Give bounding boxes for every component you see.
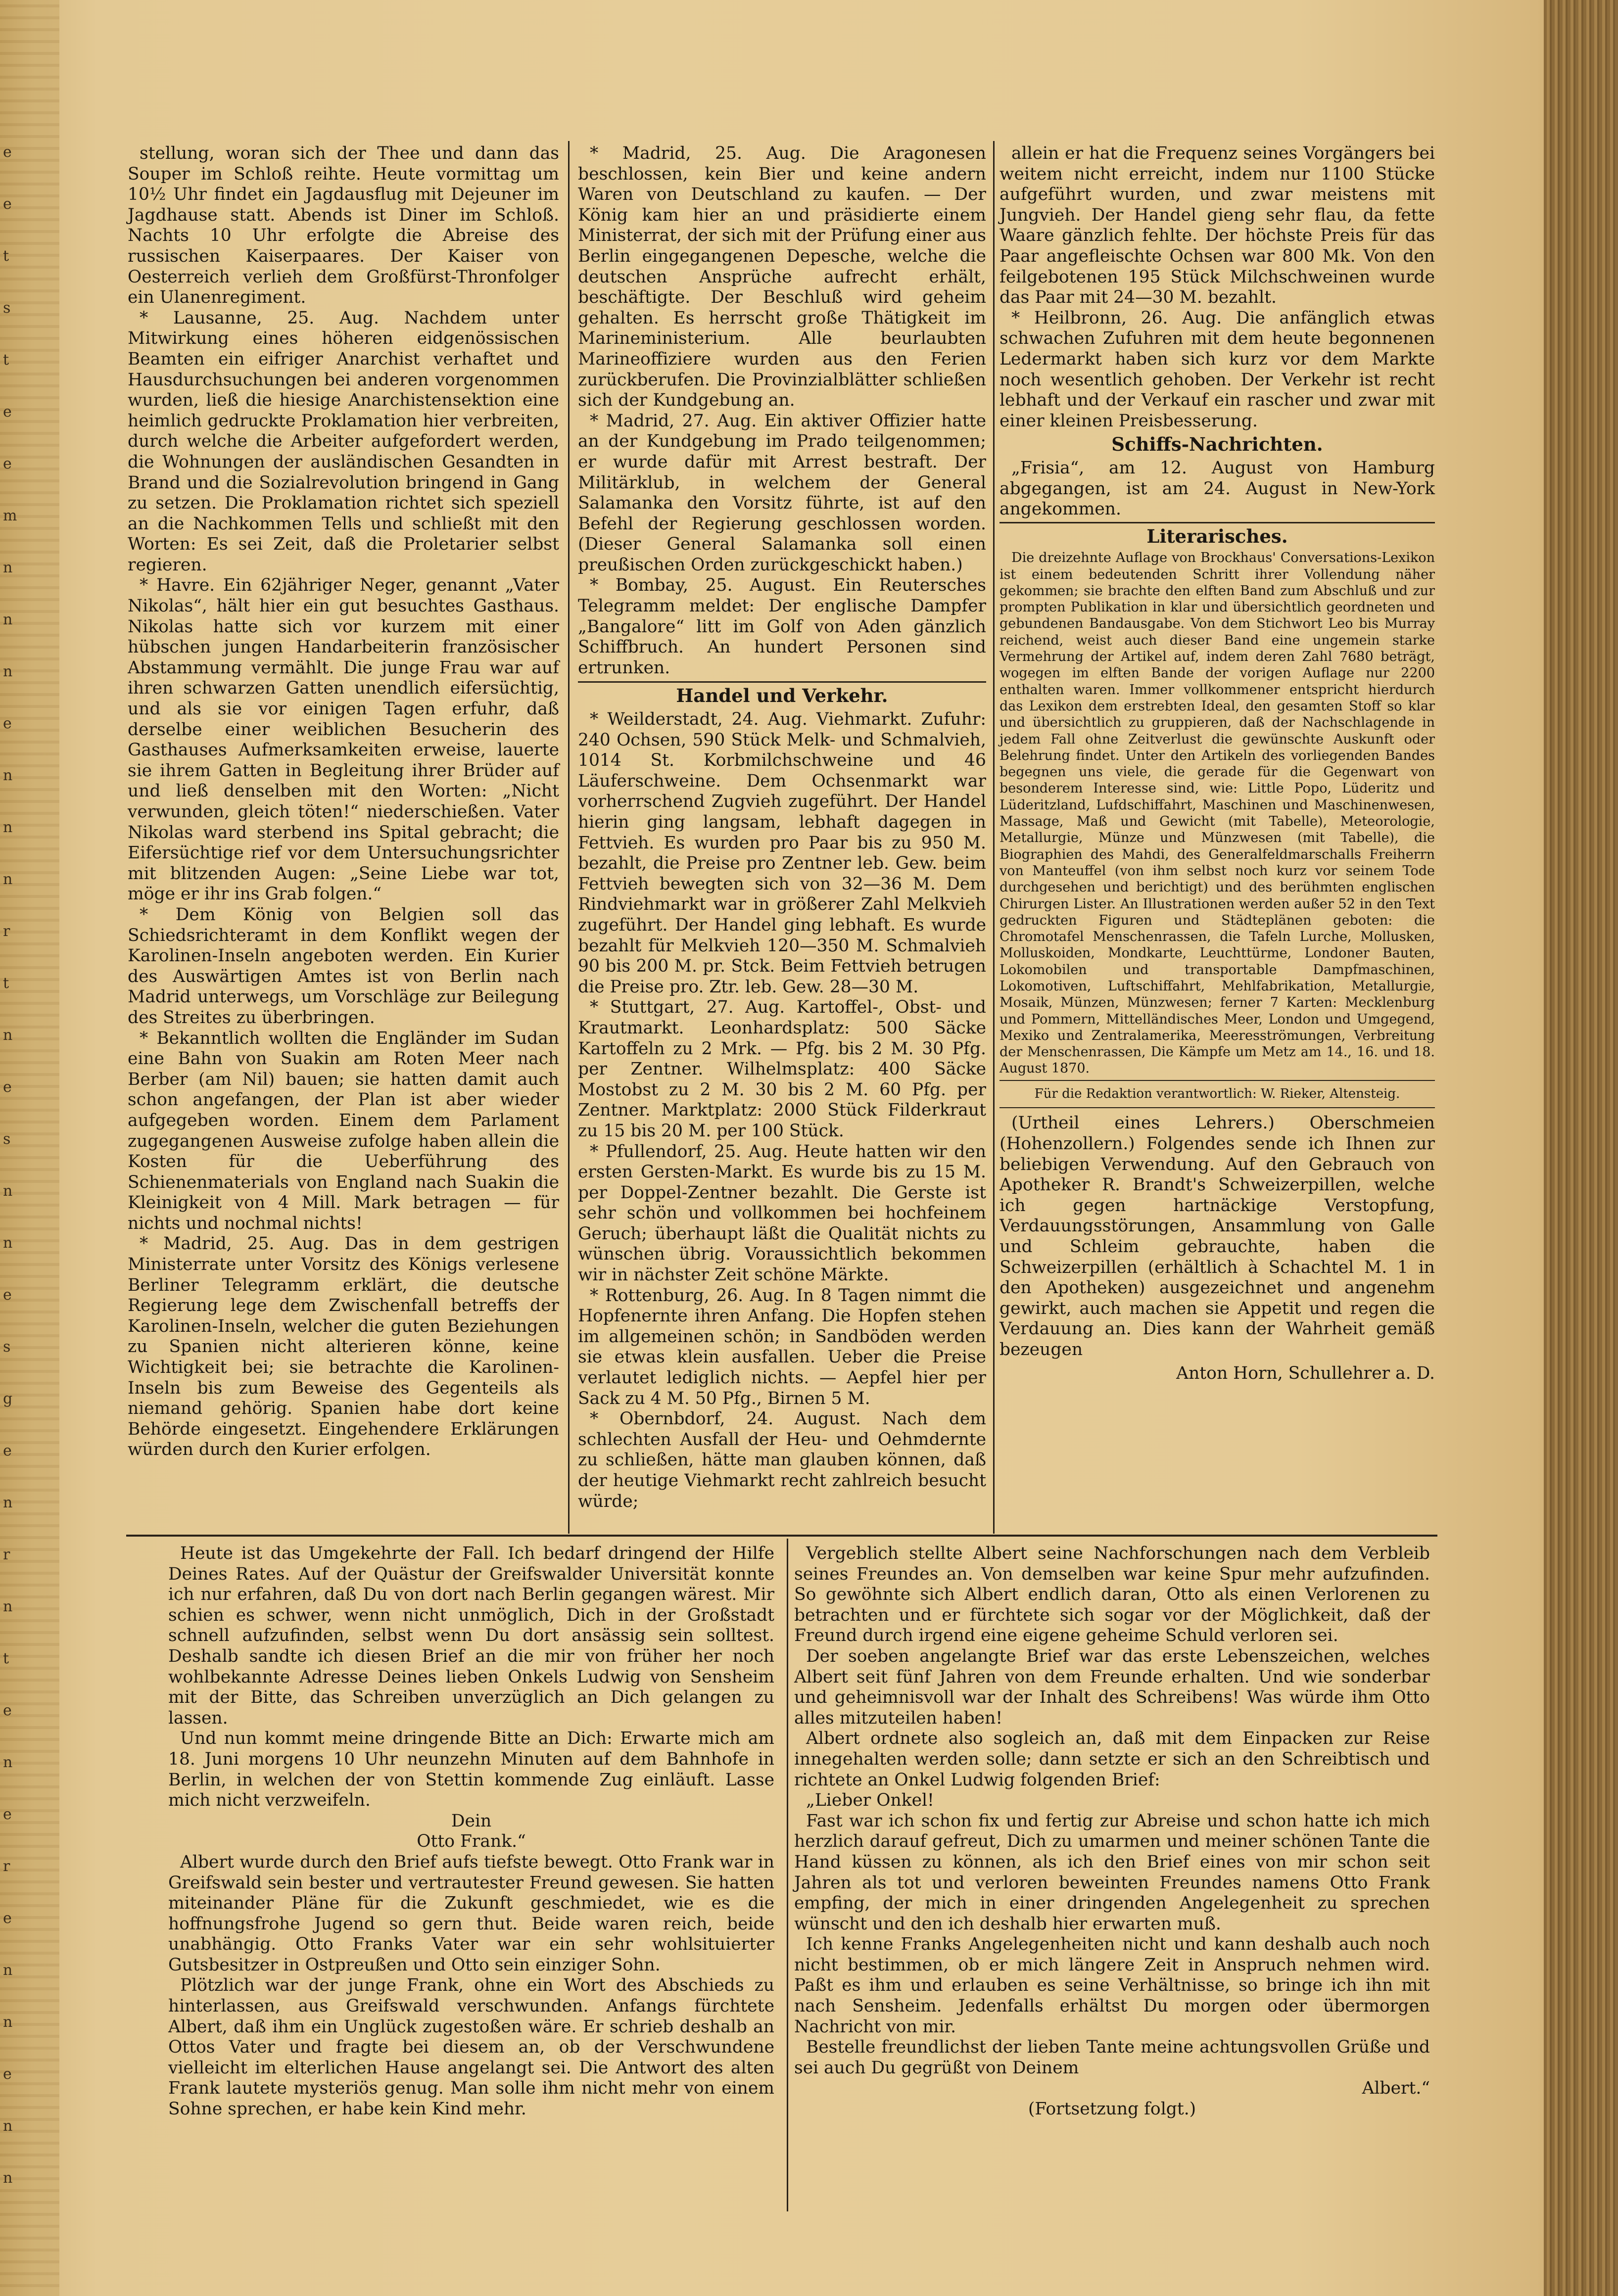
binding-margin-letter: e (3, 1806, 12, 1823)
binding-margin-letter: n (3, 1598, 13, 1615)
binding-margin-letter: e (3, 455, 12, 472)
binding-margin-letter: n (3, 2117, 13, 2135)
binding-margin-letter: n (3, 871, 13, 888)
article-paragraph: * Heilbronn, 26. Aug. Die anfänglich etwas schwachen Zufuhren mit dem heute begonnenen Ledermarkt haben sich kurz vor dem Markte noch wesentlich gehoben. Der Verkehr ist recht lebhaft und der Verkauf ein rascher und zwar mit einer kleinen Preisbesserung. (999, 308, 1435, 431)
column-1 (128, 143, 559, 1460)
column-rule-feuilleton (787, 1539, 788, 2211)
article-paragraph: * Madrid, 25. Aug. Die Aragonesen beschlossen, kein Bier und keine andern Waren von Deutschland zu kaufen. — Der König kam hier an und präsidierte einem Ministerrat, der sich mit der Prüfung einer aus Berlin eingegangenen Depesche, welche die deutschen Ansprüche aufrecht erhält, beschäftigte. Der Beschluß wird geheim gehalten. Es herrscht große Thätigkeit im Marineministerium. Alle beurlaubten Marineoffiziere wurden aus den Ferien zurückberufen. Die Provinzialblätter schließen sich der Kundgebung an. (578, 143, 986, 411)
advertisement-signature: Anton Horn, Schullehrer a. D. (1176, 1363, 1435, 1383)
story-paragraph: Plötzlich war der junge Frank, ohne ein Wort des Abschieds zu hinterlassen, aus Greifswald verschwunden. Anfangs fürchtete Albert, daß ihm ein Unglück zugestoßen wäre. Er schrieb deshalb an Ottos Vater und fragte bei diesem an, ob der Verschwundene vielleicht im elterlichen Hause angelangt sei. Die Antwort des alten Frank lautete mysteriös genug. Man solle ihm nicht mehr von einem Sohne sprechen, er habe kein Kind mehr. (168, 1975, 774, 2119)
article-paragraph: stellung, woran sich der Thee und dann das Souper im Schloß reihte. Heute vormittag um 10½ Uhr findet ein Jagdausflug mit Dejeuner im Jagdhause statt. Abends ist Diner im Schloß. Nachts 10 Uhr erfolgte die Abreise des russischen Kaiserpaares. Der Kaiser von Oesterreich verlieh dem Großfürst-Thronfolger ein Ulanenregiment. (128, 143, 559, 308)
letter-closing: Dein (451, 1811, 492, 1831)
binding-gutter (0, 0, 59, 2296)
section-rule (999, 1107, 1435, 1108)
binding-margin-letter: r (3, 1858, 10, 1875)
binding-margin-letter: e (3, 1442, 12, 1459)
article-paragraph: * Weilderstadt, 24. Aug. Viehmarkt. Zufuhr: 240 Ochsen, 590 Stück Melk- und Schmalvieh, 1014 St. Korbmilchschweine und 46 Läuferschweine. Dem Ochsenmarkt war vorherrschend Zugvieh zugeführt. Der Handel hierin ging langsam, lebhaft dagegen in Fettvieh. Es wurden pro Paar bis zu 950 M. bezahlt, die Preise pro Zentner leb. Gew. beim Fettvieh bewegten sich von 32—36 M. Dem Rindviehmarkt war in größerer Zahl Melkvieh zugeführt. Der Handel ging lebhaft. Es wurde bezahlt für Melkvieh 120—350 M. Schmalvieh 90 bis 200 M. pr. Stck. Beim Fettvieh betrugen die Preise pro. Ztr. leb. Gew. 28—30 M. (578, 709, 986, 997)
story-paragraph: Bestelle freundlichst der lieben Tante meine achtungsvollen Grüße und sei auch Du gegrüßt von Deinem (794, 2037, 1430, 2078)
feuilleton-divider (126, 1535, 1437, 1537)
section-heading-ships: Schiffs-Nachrichten. (1111, 433, 1323, 456)
letter-signature: Albert.“ (1362, 2078, 1430, 2099)
binding-margin-letter: t (3, 247, 9, 265)
binding-margin-letter: e (3, 1286, 12, 1304)
binding-margin-letter: s (3, 299, 11, 317)
binding-margin-letter: n (3, 1962, 13, 1979)
binding-margin-letter: e (3, 1078, 12, 1096)
story-paragraph: Und nun kommt meine dringende Bitte an Dich: Erwarte mich am 18. Juni morgens 10 Uhr neunzehn Minuten auf dem Bahnhofe in Berlin, in welchen der von Stettin kommende Zug einläuft. Lasse mich nicht verzweifeln. (168, 1729, 774, 1811)
literary-paragraph: Die dreizehnte Auflage von Brockhaus' Conversations-Lexikon ist einem bedeutenden Schritt ihrer Vollendung näher gekommen; sie brachte den elften Band zum Abschluß und zur prompten Publikation in klar und übersichtlich geordneten und gebundenen Bandausgabe. Von dem Stichwort Leo bis Murray reichend, weist auch dieser Band eine ungemein starke Vermehrung der Artikel auf, indem deren Zahl 7680 beträgt, wogegen im elften Bande der vorigen Auflage nur 2200 enthalten waren. Immer vollkommener entspricht hierdurch das Lexikon dem erstrebten Ideal, den gesamten Stoff so klar und übersichtlich zu gruppieren, daß der Nachschlagende in jedem Fall ohne Zeitverlust die gewünschte Auskunft oder Belehrung findet. Unter den Artikeln des vorliegenden Bandes begegnen uns viele, die gerade für die Gegenwart von besonderem Interesse sind, wie: Little Popo, Lüderitz und Lüderitzland, Lufdschiffahrt, Maschinen und Maschinenwesen, Massage, Maß und Gewicht (mit Tabelle), Meteorologie, Metallurgie, Münze und Münzwesen (mit Tabelle), die Biographien des Mahdi, des Generalfeldmarschalls Freiherrn von Manteuffel (von ihm selbst noch kurz vor seinem Tode durchgesehen und berichtigt) und des berühmten englischen Chirurgen Lister. An Illustrationen werden außer 52 in den Text gedruckten Figuren und Städteplänen geboten: die Chromotafel Menschenrassen, die Tafeln Lurche, Mollusken, Molluskoiden, Mondkarte, Leuchttürme, Londoner Bauten, Lokomobilen und transportable Dampfmaschinen, Lokomotiven, Luftschiffahrt, Mehlfabrikation, Metallurgie, Mosaik, Münzen, Münzwesen; ferner 7 Karten: Mecklenburg und Pommern, Mittelländisches Meer, London und Umgegend, Mexiko und Zentralamerika, Meeresströmungen, Verbreitung der Menschenrassen, Die Kämpfe um Metz am 14., 16. und 18. August 1870. (999, 550, 1435, 1077)
column-rule-1 (568, 141, 570, 1534)
binding-margin-letter: s (3, 1130, 11, 1148)
article-paragraph: * Rottenburg, 26. Aug. In 8 Tagen nimmt die Hopfenernte ihren Anfang. Die Hopfen stehen im allgemeinen schön; in Sandböden werden sie etwas klein ausfallen. Ueber die Preise verlautet lediglich nichts. — Aepfel hier per Sack zu 4 M. 50 Pfg., Birnen 5 M. (578, 1285, 986, 1408)
article-paragraph: * Stuttgart, 27. Aug. Kartoffel-, Obst- und Krautmarkt. Leonhardsplatz: 500 Säcke Kartoffeln zu 2 Mrk. — Pfg. bis 2 M. 30 Pfg. per Zentner. Wilhelmsplatz: 400 Säcke Mostobst zu 2 M. 30 bis 2 M. 60 Pfg. per Zentner. Marktplatz: 2000 Stück Filderkraut zu 15 bis 20 M. per 100 Stück. (578, 997, 986, 1141)
binding-margin-letter: e (3, 403, 12, 421)
article-paragraph: * Pfullendorf, 25. Aug. Heute hatten wir den ersten Gersten-Markt. Es wurde bis zu 15 M. per Doppel-Zentner bezahlt. Die Gerste ist sehr schön und vollkommen bei hochfeinem Geruch; überhaupt läßt die Qualität nichts zu wünschen übrig. Voraussichtlich bekommen wir in nächster Zeit schöne Märkte. (578, 1141, 986, 1285)
binding-margin-letter: m (3, 507, 17, 524)
binding-margin-letter: n (3, 611, 13, 628)
section-rule (578, 681, 986, 683)
article-paragraph: * Lausanne, 25. Aug. Nachdem unter Mitwirkung eines höheren eidgenössischen Beamten ein eifriger Anarchist verhaftet und Hausdurchsuchungen bei anderen vorgenommen wurden, ließ die hiesige Anarchistensektion eine heimlich gedruckte Proklamation hier verbreiten, durch welche die Arbeiter aufgefordert werden, die Wohnungen der ausländischen Gesandten in Brand und die Sozialrevolution bringend in Gang zu setzen. Die Proklamation richtet sich speziell an die Nachkommen Tells und schließt mit den Worten: Es sei Zeit, daß die Proletarier selbst regieren. (128, 308, 559, 575)
column-2 (578, 143, 986, 1512)
article-paragraph: * Obernbdorf, 24. August. Nach dem schlechten Ausfall der Heu- und Oehmdernte zu schließen, hätte man glauben können, daß der heutige Viehmarkt recht zahlreich besucht würde; (578, 1409, 986, 1511)
story-paragraph: Albert ordnete also sogleich an, daß mit dem Einpacken zur Reise innegehalten werden solle; dann setzte er sich an den Schreibtisch und richtete an Onkel Ludwig folgenden Brief: (794, 1729, 1430, 1790)
article-paragraph: * Bekanntlich wollten die Engländer im Sudan eine Bahn von Suakin am Roten Meer nach Berber (am Nil) bauen; sie hatten damit auch schon angefangen, der Plan ist aber wieder aufgegeben worden. Einem dem Parlament zugegangenen Ausweise zufolge haben allein die Kosten für die Ueberführung des Schienenmaterials von England nach Suakin die Kleinigkeit von 4 Mill. Mark betragen — für nichts und nochmal nichts! (128, 1028, 559, 1233)
feuilleton-left (168, 1544, 774, 2120)
article-paragraph: allein er hat die Frequenz seines Vorgängers bei weitem nicht erreicht, indem nur 1100 Stücke aufgeführt wurden, und zwar meistens mit Jungvieh. Der Handel gieng sehr flau, da fette Waare gänzlich fehlte. Der höchste Preis für das Paar angefleischte Ochsen war 800 Mk. Von den feilgebotenen 195 Stück Milchschweinen wurde das Paar mit 24—30 M. bezahlt. (999, 143, 1435, 308)
binding-margin-letter: n (3, 1182, 13, 1200)
binding-margin-letter: e (3, 2065, 12, 2083)
article-paragraph: * Bombay, 25. August. Ein Reutersches Telegramm meldet: Der englische Dampfer „Bangalore“ litt im Golf von Aden gänzlich Schiffbruch. An hundert Personen sind ertrunken. (578, 575, 986, 678)
binding-margin-letter: n (3, 1494, 13, 1511)
column-rule-2 (993, 141, 995, 1534)
article-paragraph: * Madrid, 25. Aug. Das in dem gestrigen Ministerrate unter Vorsitz des Königs verlesene Berliner Telegramm erklärt, die deutsche Regierung lege dem Zwischenfall betreffs der Karolinen-Inseln, welcher die guten Beziehungen zu Spanien nicht alterieren könne, keine Wichtigkeit bei; sie betrachte die Karolinen-Inseln bis zum Beweise des Gegenteils als niemand gehörig. Spanien habe dort keine Behörde eingesetzt. Eingehendere Erklärungen würden durch den Kurier erfolgen. (128, 1234, 559, 1460)
binding-margin-letter: n (3, 663, 13, 680)
article-paragraph: * Madrid, 27. Aug. Ein aktiver Offizier hatte an der Kundgebung im Prado teilgenommen; er wurde dafür mit Arrest bestraft. Der Militärklub, in welchem der General Salamanka den Vorsitz führte, ist auf den Befehl der Regierung geschlossen worden. (Dieser General Salamanka soll einen preußischen Orden zurückgeschickt haben.) (578, 411, 986, 575)
story-paragraph: Vergeblich stellte Albert seine Nachforschungen nach dem Verbleib seines Freundes an. Von demselben war keine Spur mehr aufzufinden. So gewöhnte sich Albert endlich daran, Otto als einen Verlorenen zu betrachten und er fürchtete sich sogar vor der Möglichkeit, daß der Freund durch irgend eine eigene geheime Schuld verloren sei. (794, 1544, 1430, 1646)
advertisement-text: (Urtheil eines Lehrers.) Oberschmeien (Hohenzollern.) Folgendes sende ich Ihnen zur beliebigen Verwendung. Auf den Gebrauch von Apotheker R. Brandt's Schweizerpillen, welche ich gegen hartnäckige Verstopfung, Verdauungsstörungen, Ansammlung von Galle und Schleim gebrauchte, haben die Schweizerpillen (erhältlich à Schachtel M. 1 in den Apotheken) ausgezeichnet und angenehm gewirkt, auch machen sie Appetit und regen die Verdauung an. Dies kann der Wahrheit gemäß bezeugen (999, 1113, 1435, 1359)
page-edge-right (1544, 0, 1618, 2296)
column-3 (999, 143, 1435, 1384)
feuilleton-right (794, 1544, 1430, 2120)
binding-margin-letter: n (3, 1754, 13, 1771)
binding-margin-letter: e (3, 1702, 12, 1719)
continued-note: (Fortsetzung folgt.) (1028, 2099, 1196, 2119)
binding-margin-letter: e (3, 143, 12, 161)
binding-margin-letter: n (3, 559, 13, 576)
story-paragraph: Der soeben angelangte Brief war das erste Lebenszeichen, welches Albert seit fünf Jahren von dem Freunde erhalten. Und wie sonderbar und geheimnisvoll war der Inhalt des Schreibens! Was würde ihm Otto alles mitzuteilen haben! (794, 1646, 1430, 1728)
article-paragraph: * Dem König von Belgien soll das Schiedsrichteramt in dem Konflikt wegen der Karolinen-Inseln angeboten werden. Ein Kurier des Auswärtigen Amtes ist von Berlin nach Madrid unterwegs, um Vorschläge zur Beilegung des Streites zu überbringen. (128, 904, 559, 1028)
letter-salutation: „Lieber Onkel! (806, 1790, 934, 1811)
binding-margin-letter: n (3, 1234, 13, 1252)
binding-margin-letter: n (3, 819, 13, 836)
section-heading-literary: Literarisches. (1146, 525, 1288, 547)
story-paragraph: Fast war ich schon fix und fertig zur Abreise und schon hatte ich mich herzlich darauf gefreut, Dich zu umarmen und meiner schönen Tante die Hand küssen zu können, als ich den Brief eines von mir schon seit Jahren als tot und verloren beweinten Freundes namens Otto Frank empfing, der mich in einer dringenden Angelegenheit zu sprechen wünscht und den ich deshalb hier erwarten muß. (794, 1811, 1430, 1934)
binding-margin-letter: r (3, 1546, 10, 1563)
story-paragraph: Ich kenne Franks Angelegenheiten nicht und kann deshalb auch noch nicht bestimmen, ob er mich längere Zeit in Anspruch nehmen wird. Paßt es ihm und erlauben es seine Verhältnisse, so bringe ich ihn mit nach Sensheim. Jedenfalls erhältst Du morgen oder übermorgen Nachricht von mir. (794, 1934, 1430, 2037)
story-paragraph: Heute ist das Umgekehrte der Fall. Ich bedarf dringend der Hilfe Deines Rates. Auf der Quästur der Greifswalder Universität konnte ich nur erfahren, daß Du von dort nach Berlin gegangen wärest. Mir schien es schwer, wenn nicht unmöglich, Dich in der Großstadt schnell aufzufinden, selbst wenn Du dort ansässig sein solltest. Deshalb sandte ich diesen Brief an die mir von früher her noch wohlbekannte Adresse Deines lieben Onkels Ludwig von Sensheim mit der Bitte, das Schreiben unverzüglich an Dich gelangen zu lassen. (168, 1544, 774, 1728)
article-paragraph: * Havre. Ein 62jähriger Neger, genannt „Vater Nikolas“, hält hier ein gut besuchtes Gasthaus. Nikolas hatte sich vor kurzem mit einer hübschen jungen Handarbeiterin französischer Abstammung vermählt. Die junge Frau war auf ihren schwarzen Gatten unendlich eifersüchtig, und als sie vor einigen Tagen erfuhr, daß derselbe einer weiblichen Besucherin des Gasthauses Aufmerksamkeiten erweise, lauerte sie ihrem Gatten in Begleitung ihrer Brüder auf und ließ denselben mit den Worten: „Nicht verwunden, gleich töten!“ niederschießen. Vater Nikolas ward sterbend ins Spital gebracht; die Eifersüchtige rief vor dem Untersuchungsrichter mit blitzenden Augen: „Seine Liebe war tot, möge er ihr ins Grab folgen.“ (128, 575, 559, 904)
binding-margin-letter: e (3, 1910, 12, 1927)
section-rule (999, 522, 1435, 523)
binding-margin-letter: t (3, 1650, 9, 1667)
binding-margin-letter: r (3, 923, 10, 940)
article-paragraph: „Frisia“, am 12. August von Hamburg abgegangen, ist am 24. August in New-York angekommen. (999, 458, 1435, 519)
binding-margin-letter: e (3, 195, 12, 213)
letter-signature: Otto Frank.“ (417, 1831, 526, 1852)
story-paragraph: Albert wurde durch den Brief aufs tiefste bewegt. Otto Frank war in Greifswald sein bester und vertrautester Freund gewesen. Sie hatten miteinander Pläne für die Zukunft geschmiedet, wie es die hoffnungsfrohe Jugend so gern thut. Beide waren reich, beide unabhängig. Otto Franks Vater war ein sehr wohlsituierter Gutsbesitzer in Ostpreußen und Otto sein einziger Sohn. (168, 1852, 774, 1975)
binding-margin-letter: s (3, 1338, 11, 1356)
binding-margin-letter: t (3, 351, 9, 369)
editor-note: Für die Redaktion verantwortlich: W. Rieker, Altensteig. (1034, 1086, 1400, 1101)
binding-margin-letter: n (3, 2014, 13, 2031)
binding-margin-letter: t (3, 975, 9, 992)
section-rule (999, 1080, 1435, 1081)
binding-margin-letter: n (3, 2169, 13, 2187)
binding-margin-letter: n (3, 1027, 13, 1044)
binding-margin-letter: e (3, 715, 12, 732)
section-heading-trade: Handel und Verkehr. (676, 685, 888, 707)
binding-margin-letter: g (3, 1390, 13, 1407)
binding-margin-letter: n (3, 767, 13, 784)
